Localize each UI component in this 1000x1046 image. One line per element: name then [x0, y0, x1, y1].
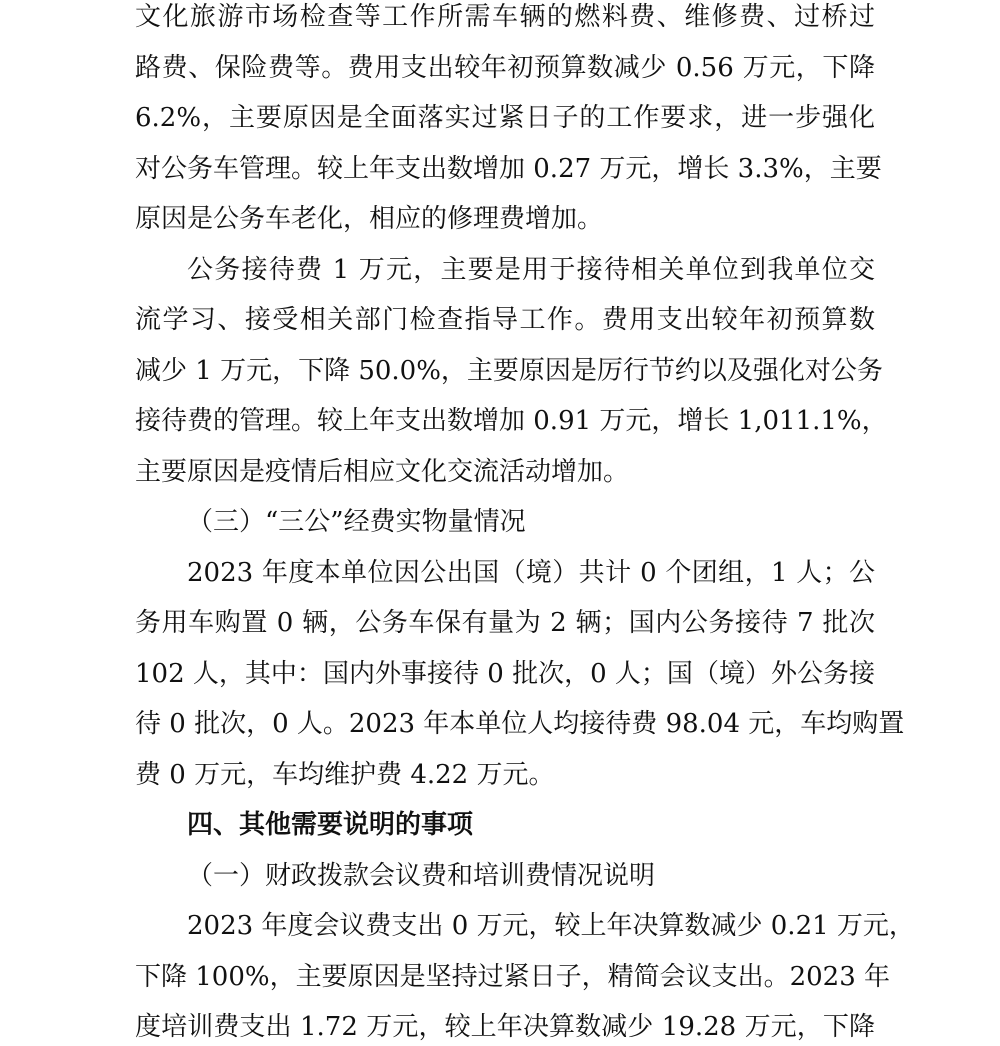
paragraph-line: 主要原因是疫情后相应文化交流活动增加。 [135, 457, 630, 487]
section-heading-other-matters: 四、其他需要说明的事项 [187, 810, 474, 840]
paragraph-line: 路费、保险费等。费用支出较年初预算数减少 0.56 万元，下降 [135, 53, 875, 83]
paragraph-line: 公务接待费 1 万元，主要是用于接待相关单位到我单位交 [187, 255, 875, 285]
paragraph-line: 下降 100%，主要原因是坚持过紧日子，精简会议支出。2023 年 [135, 962, 891, 992]
paragraph-line: 流学习、接受相关部门检查指导工作。费用支出较年初预算数 [135, 305, 875, 335]
paragraph-line: 2023 年度会议费支出 0 万元，较上年决算数减少 0.21 万元， [187, 911, 915, 941]
paragraph-line: 2023 年度本单位因公出国（境）共计 0 个团组，1 人；公 [187, 558, 875, 588]
paragraph-line: 对公务车管理。较上年支出数增加 0.27 万元，增长 3.3%，主要 [135, 154, 882, 184]
paragraph-line: 原因是公务车老化，相应的修理费增加。 [135, 204, 604, 234]
paragraph-line: 务用车购置 0 辆，公务车保有量为 2 辆；国内公务接待 7 批次 [135, 608, 875, 638]
paragraph-line: 文化旅游市场检查等工作所需车辆的燃料费、维修费、过桥过 [135, 2, 875, 32]
paragraph-line: 度培训费支出 1.72 万元，较上年决算数减少 19.28 万元，下降 [135, 1012, 875, 1042]
paragraph-line: 6.2%，主要原因是全面落实过紧日子的工作要求，进一步强化 [135, 103, 875, 133]
paragraph-line: 费 0 万元，车均维护费 4.22 万元。 [135, 760, 555, 790]
paragraph-line: 102 人，其中：国内外事接待 0 批次，0 人；国（境）外公务接 [135, 659, 875, 689]
paragraph-line: 接待费的管理。较上年支出数增加 0.91 万元，增长 1,011.1%， [135, 406, 888, 436]
paragraph-line: 减少 1 万元，下降 50.0%，主要原因是厉行节约以及强化对公务 [135, 356, 883, 386]
paragraph-line: 待 0 批次，0 人。2023 年本单位人均接待费 98.04 元，车均购置 [135, 709, 905, 739]
section-heading-meeting-training: （一）财政拨款会议费和培训费情况说明 [187, 861, 656, 891]
section-heading-sangong: （三）“三公”经费实物量情况 [187, 507, 526, 537]
